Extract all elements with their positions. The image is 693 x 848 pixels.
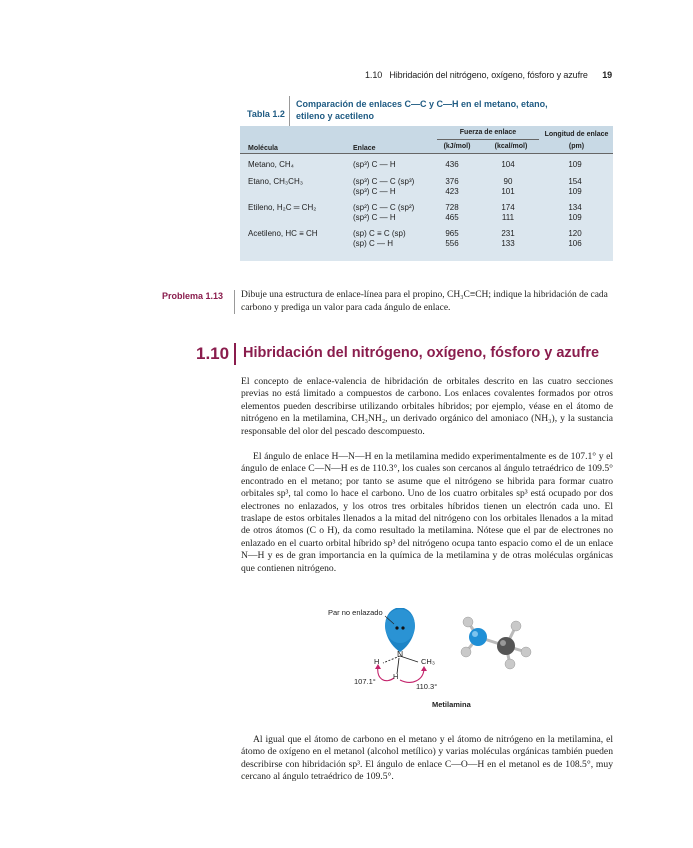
hydrogen-atom: [463, 617, 473, 627]
table-cell-pm: 134: [568, 203, 582, 212]
paragraph-text: El concepto de enlace-valencia de hibridación de orbitales descrito en las cuatro secciones previas no está limitado a compuestos de carbono. Los enlaces covalentes formados por otros elementos pueden describirse utilizando orbitales híbridos; por ejemplo, véase en el átomo de nitrógeno en la metilamina, CH₃NH₂, un derivado orgánico del amoniaco (NH₃), y la sustancia responsable del olor del pescado descompuesto.: [241, 376, 613, 437]
table-cell-kcal: 231: [501, 229, 515, 238]
running-head-section: 1.10: [365, 70, 383, 80]
table-cell-kcal: 101: [501, 187, 515, 196]
table-cell-kj: 728: [445, 203, 459, 212]
th-strength-rule: [437, 139, 539, 140]
angle-cnh-label: 110.3°: [416, 682, 438, 691]
lone-pair-label: Par no enlazado: [328, 608, 383, 617]
paragraph-text: El ángulo de enlace H—N—H en la metilamina medido experimentalmente es de 107.1° y el ángulo de enlace C—N—H es de 110.3°, los cuales son cercanos al ángulo tetraédrico de 109.5° encontrado en el metano; por tanto se asume que el nitrógeno se hibrida para formar cuatro orbitales sp³, tal como lo hace el carbono. Uno de los cuatro orbitales sp³ está ocupado por dos electrones no enlazados, y los otros tres orbitales híbridos tienen un electrón cada uno. El traslape de estos orbitales llenados a la mitad del nitrógeno con los orbitales llenados a la mitad de otros átomos (C o H), da como resultado la metilamina. Nótese que el par de electrones no enlazado en el cuarto orbital híbrido sp³ del nitrógeno ocupa tanto espacio como el de un enlace N—H y es de gran importancia en la química de la metilamina y de otras moléculas orgánicas que contienen nitrógeno.: [241, 451, 613, 574]
th-kj: (kJ/mol): [443, 143, 471, 150]
methylamine-figure: [320, 600, 580, 715]
table-row: Etileno, H₂C ═ CH₂: [248, 203, 317, 212]
table-header-rule: [240, 153, 613, 154]
hydrogen-atom: [511, 621, 521, 631]
lone-pair-electron: [401, 626, 404, 629]
th-bond: Enlace: [353, 145, 376, 152]
problem-label: Problema 1.13: [162, 291, 224, 301]
th-pm: (pm): [568, 143, 585, 150]
table-cell-kj: 376: [445, 177, 459, 186]
table-label: Tabla 1.2: [247, 109, 285, 119]
table-cell-pm: 109: [568, 213, 582, 222]
th-kcal: (kcal/mol): [494, 143, 528, 150]
th-molecule: Molécula: [248, 145, 278, 152]
angle-hnh-label: 107.1°: [354, 677, 376, 686]
angle-arrow-cnh: [400, 668, 424, 682]
atom-h-left-label: H: [374, 657, 380, 666]
running-head: [240, 70, 612, 80]
nitrogen-atom-highlight: [472, 631, 478, 637]
nitrogen-atom: [469, 628, 487, 646]
atom-h-bottom-label: H: [393, 672, 399, 681]
table-cell-bond: (sp³) C — C (sp³): [353, 177, 415, 186]
table-cell-kj: 556: [445, 239, 459, 248]
table-cell-kcal: 90: [503, 177, 513, 186]
section-title: Hibridación del nitrógeno, oxígeno, fósforo y azufre: [243, 345, 600, 361]
th-length: Longitud de enlace: [544, 131, 609, 138]
section-number: 1.10: [196, 344, 230, 363]
table-cell-bond: (sp) C — H: [353, 239, 393, 248]
table-cell-bond: (sp²) C — C (sp²): [353, 203, 415, 212]
figure-caption: Metilamina: [432, 700, 471, 709]
table-cell-kcal: 111: [501, 213, 515, 222]
lone-pair-electron: [395, 626, 398, 629]
table-cell-kcal: 174: [501, 203, 515, 212]
paragraph-2: [241, 451, 613, 575]
atom-n-label: N: [397, 649, 404, 659]
carbon-atom-highlight: [500, 640, 506, 646]
hydrogen-atom: [521, 647, 531, 657]
table-cell-bond: (sp³) C — H: [353, 187, 396, 196]
table-cell-pm: 154: [568, 177, 582, 186]
hydrogen-atom: [461, 647, 471, 657]
paragraph-1: [241, 376, 613, 438]
lone-pair-lobe-shade: [385, 609, 415, 643]
table-cell-pm: 109: [568, 160, 582, 169]
carbon-atom: [497, 637, 515, 655]
paragraph-text: Al igual que el átomo de carbono en el metano y el átomo de nitrógeno en la metilamina, el átomo de oxígeno en el metanol (alcohol metílico) y varias moléculas orgánicas también pueden describirse con hibridación sp³. El ángulo de enlace C—O—H en el metanol es de 108.5°, muy cercano al ángulo tetraédrico de 109.5°.: [241, 734, 613, 783]
table-cell-kj: 436: [445, 160, 459, 169]
table-cell-bond: (sp²) C — H: [353, 213, 396, 222]
arrowhead-icon: [421, 666, 427, 671]
problem-rule: [234, 290, 235, 314]
table-cell-kj: 423: [445, 187, 459, 196]
table-caption-rule: [289, 96, 290, 126]
table-cell-kcal: 104: [501, 160, 515, 169]
section-rule: [234, 343, 236, 365]
table-cell-pm: 120: [568, 229, 582, 238]
table-row: Etano, CH₃CH₃: [248, 177, 303, 186]
table-cell-pm: 109: [568, 187, 582, 196]
table-row: Metano, CH₄: [248, 160, 294, 169]
table-cell-bond: (sp³) C — H: [353, 160, 396, 169]
table-title: Comparación de enlaces C—C y C—H en el metano, etano, etileno y acetileno: [296, 99, 548, 121]
table-cell-bond: (sp) C ≡ C (sp): [353, 229, 406, 238]
running-head-title: Hibridación del nitrógeno, oxígeno, fósforo y azufre: [389, 70, 588, 80]
problem-text: Dibuje una estructura de enlace-línea para el propino, CH₃C≡CH; indique la hibridación de cada carbono y prediga un valor para cada ángulo de enlace.: [241, 290, 608, 313]
paragraph-3: [241, 734, 613, 784]
table-cell-kj: 465: [445, 213, 459, 222]
table-row: Acetileno, HC ≡ CH: [248, 229, 318, 238]
ch3-label: CH₃: [421, 657, 435, 666]
table-cell-pm: 106: [568, 239, 582, 248]
th-strength: Fuerza de enlace: [459, 129, 517, 136]
table-cell-kj: 965: [445, 229, 459, 238]
table-cell-kcal: 133: [501, 239, 515, 248]
page-number: 19: [602, 70, 612, 80]
hydrogen-atom: [505, 659, 515, 669]
